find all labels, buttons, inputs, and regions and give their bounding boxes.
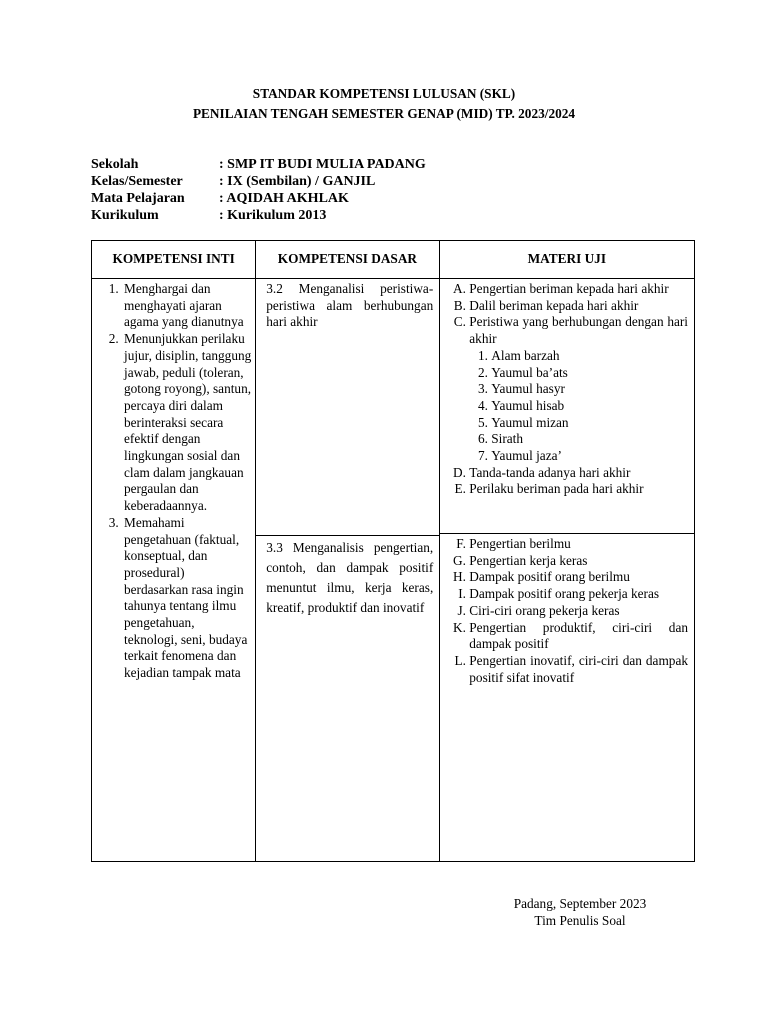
signature-place-date: Padang, September 2023 [513, 896, 647, 911]
list-item: J. Ciri-ciri orang pekerja keras [469, 603, 688, 620]
sub-list-item: 6. Sirath [491, 431, 688, 448]
info-block [91, 156, 426, 224]
sub-list-item: 1. Alam barzah [491, 348, 688, 365]
list-item-text: Peristiwa yang berhubungan dengan hari akhir [469, 314, 688, 347]
list-item: G. Pengertian kerja keras [469, 553, 688, 570]
list-item: B. Dalil beriman kepada hari akhir [469, 298, 688, 315]
info-value: : AQIDAH AKHLAK [219, 191, 349, 206]
sub-list-item: 7. Yaumul jaza’ [491, 448, 688, 465]
kompetensi-dasar-1 [256, 279, 439, 536]
materi-uji-1 [440, 279, 694, 534]
info-row-kurikulum [91, 207, 426, 224]
signature-block [470, 895, 690, 929]
sub-list-item: 2. Yaumul ba’ats [491, 365, 688, 382]
list-item: K. Pengertian produktif, ciri-ciri dan dampak positif [469, 620, 688, 653]
sub-list [469, 348, 688, 465]
list-item: 2. Menunjukkan perilaku jujur, disiplin, tanggung jawab, peduli (toleran, gotong royong), santun, percaya diri dalam berinteraksi secara efektif dengan lingkungan sosial dan clam dalam jangkauan pergaulan dan keberadaannya. [122, 331, 251, 515]
info-value: : IX (Sembilan) / GANJIL [219, 174, 376, 189]
list-item: F. Pengertian berilmu [469, 536, 688, 553]
kd-materi-cell [256, 279, 695, 862]
sub-list-item: 3. Yaumul hasyr [491, 381, 688, 398]
kompetensi-dasar-2 [256, 536, 439, 861]
skl-table [91, 240, 695, 862]
info-row-kelas [91, 173, 426, 190]
info-label: Kelas/Semester [91, 174, 183, 189]
header-kompetensi-dasar: KOMPETENSI DASAR [256, 241, 439, 279]
list-item: H. Dampak positif orang berilmu [469, 569, 688, 586]
info-row-sekolah [91, 156, 426, 173]
kompetensi-inti-list [92, 281, 255, 682]
materi-list [440, 281, 694, 498]
list-item: E. Perilaku beriman pada hari akhir [469, 481, 688, 498]
table-header-row [92, 241, 695, 279]
header-materi-uji: MATERI UJI [439, 241, 694, 279]
info-label: Sekolah [91, 157, 139, 172]
header-kompetensi-inti: KOMPETENSI INTI [92, 241, 256, 279]
materi-uji-2 [440, 534, 694, 861]
list-item: 1. Menghargai dan menghayati ajaran agama yang dianutnya [122, 281, 251, 331]
list-item: I. Dampak positif orang pekerja keras [469, 586, 688, 603]
info-label: Kurikulum [91, 208, 159, 223]
kd-text: 3.3 Menganalisis pengertian, contoh, dan dampak positif menuntut ilmu, kerja keras, kreatif, produktif dan inovatif [266, 540, 434, 615]
document-title: STANDAR KOMPETENSI LULUSAN (SKL) [252, 86, 516, 101]
kd-text: 3.2 Menganalisi peristiwa-peristiwa alam berhubungan hari akhir [266, 281, 434, 330]
info-label: Mata Pelajaran [91, 191, 185, 206]
info-value: : SMP IT BUDI MULIA PADANG [219, 157, 426, 172]
table-body-row [92, 279, 695, 862]
document-subtitle: PENILAIAN TENGAH SEMESTER GENAP (MID) TP. 2023/2024 [192, 106, 576, 121]
sub-list-item: 4. Yaumul hisab [491, 398, 688, 415]
info-value: : Kurikulum 2013 [219, 208, 327, 223]
materi-list [440, 536, 694, 686]
list-item: D. Tanda-tanda adanya hari akhir [469, 465, 688, 482]
signature-team: Tim Penulis Soal [534, 913, 626, 928]
list-item [469, 314, 688, 464]
kompetensi-inti-cell [92, 279, 256, 862]
info-row-mapel [91, 190, 426, 207]
list-item: A. Pengertian beriman kepada hari akhir [469, 281, 688, 298]
list-item: L. Pengertian inovatif, ciri-ciri dan dampak positif sifat inovatif [469, 653, 688, 686]
list-item: 3. Memahami pengetahuan (faktual, konseptual, dan prosedural) berdasarkan rasa ingin tahunya tentang ilmu pengetahuan, teknologi, seni, budaya terkait fenomena dan kejadian tampak mata [122, 515, 251, 682]
sub-list-item: 5. Yaumul mizan [491, 415, 688, 432]
